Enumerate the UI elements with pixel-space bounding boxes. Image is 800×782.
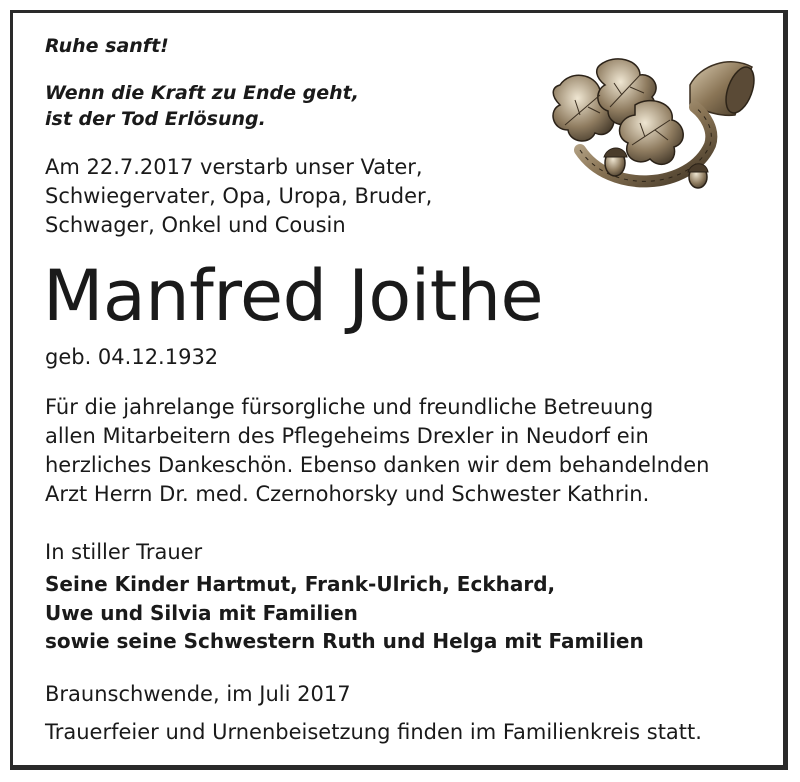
thanks-line: Für die jahrelange fürsorgliche und freundliche Betreuung [45,395,654,419]
motto-rest: Ruhe sanft! [45,35,169,57]
thanks-line: Arzt Herrn Dr. med. Czernohorsky und Schwester Kathrin. [45,482,650,506]
thanks-paragraph [45,393,709,509]
birth-date: geb. 04.12.1932 [45,345,219,369]
thanks-line: herzliches Dankeschön. Ebenso danken wir dem behandelnden [45,453,710,477]
mourning-label: In stiller Trauer [45,540,203,564]
intro-line: Schwager, Onkel und Cousin [45,213,346,237]
place-date: Braunschwende, im Juli 2017 [45,682,351,706]
mourner-line: sowie seine Schwestern Ruth und Helga mit Familien [45,629,644,653]
ceremony-note: Trauerfeier und Urnenbeisetzung finden im Familienkreis statt. [45,720,702,744]
motto-line: Wenn die Kraft zu Ende geht, [45,82,359,104]
death-announcement [45,153,432,240]
mourner-line: Uwe und Silvia mit Familien [45,600,358,625]
mourner-line: Seine Kinder Hartmut, Frank-Ulrich, Eckhard, [45,572,556,596]
motto-line: ist der Tod Erlösung. [45,108,266,130]
thanks-line: allen Mitarbeitern des Pflegeheims Drexler in Neudorf ein [45,424,649,448]
intro-line: Schwiegervater, Opa, Uropa, Bruder, [45,184,433,208]
motto-quote [45,80,359,132]
intro-line: Am 22.7.2017 verstarb unser Vater, [45,155,423,179]
deceased-name: Manfred Joithe [43,255,544,337]
mourners-list [45,570,644,656]
hunting-horn-oak-leaves-icon [540,45,755,195]
